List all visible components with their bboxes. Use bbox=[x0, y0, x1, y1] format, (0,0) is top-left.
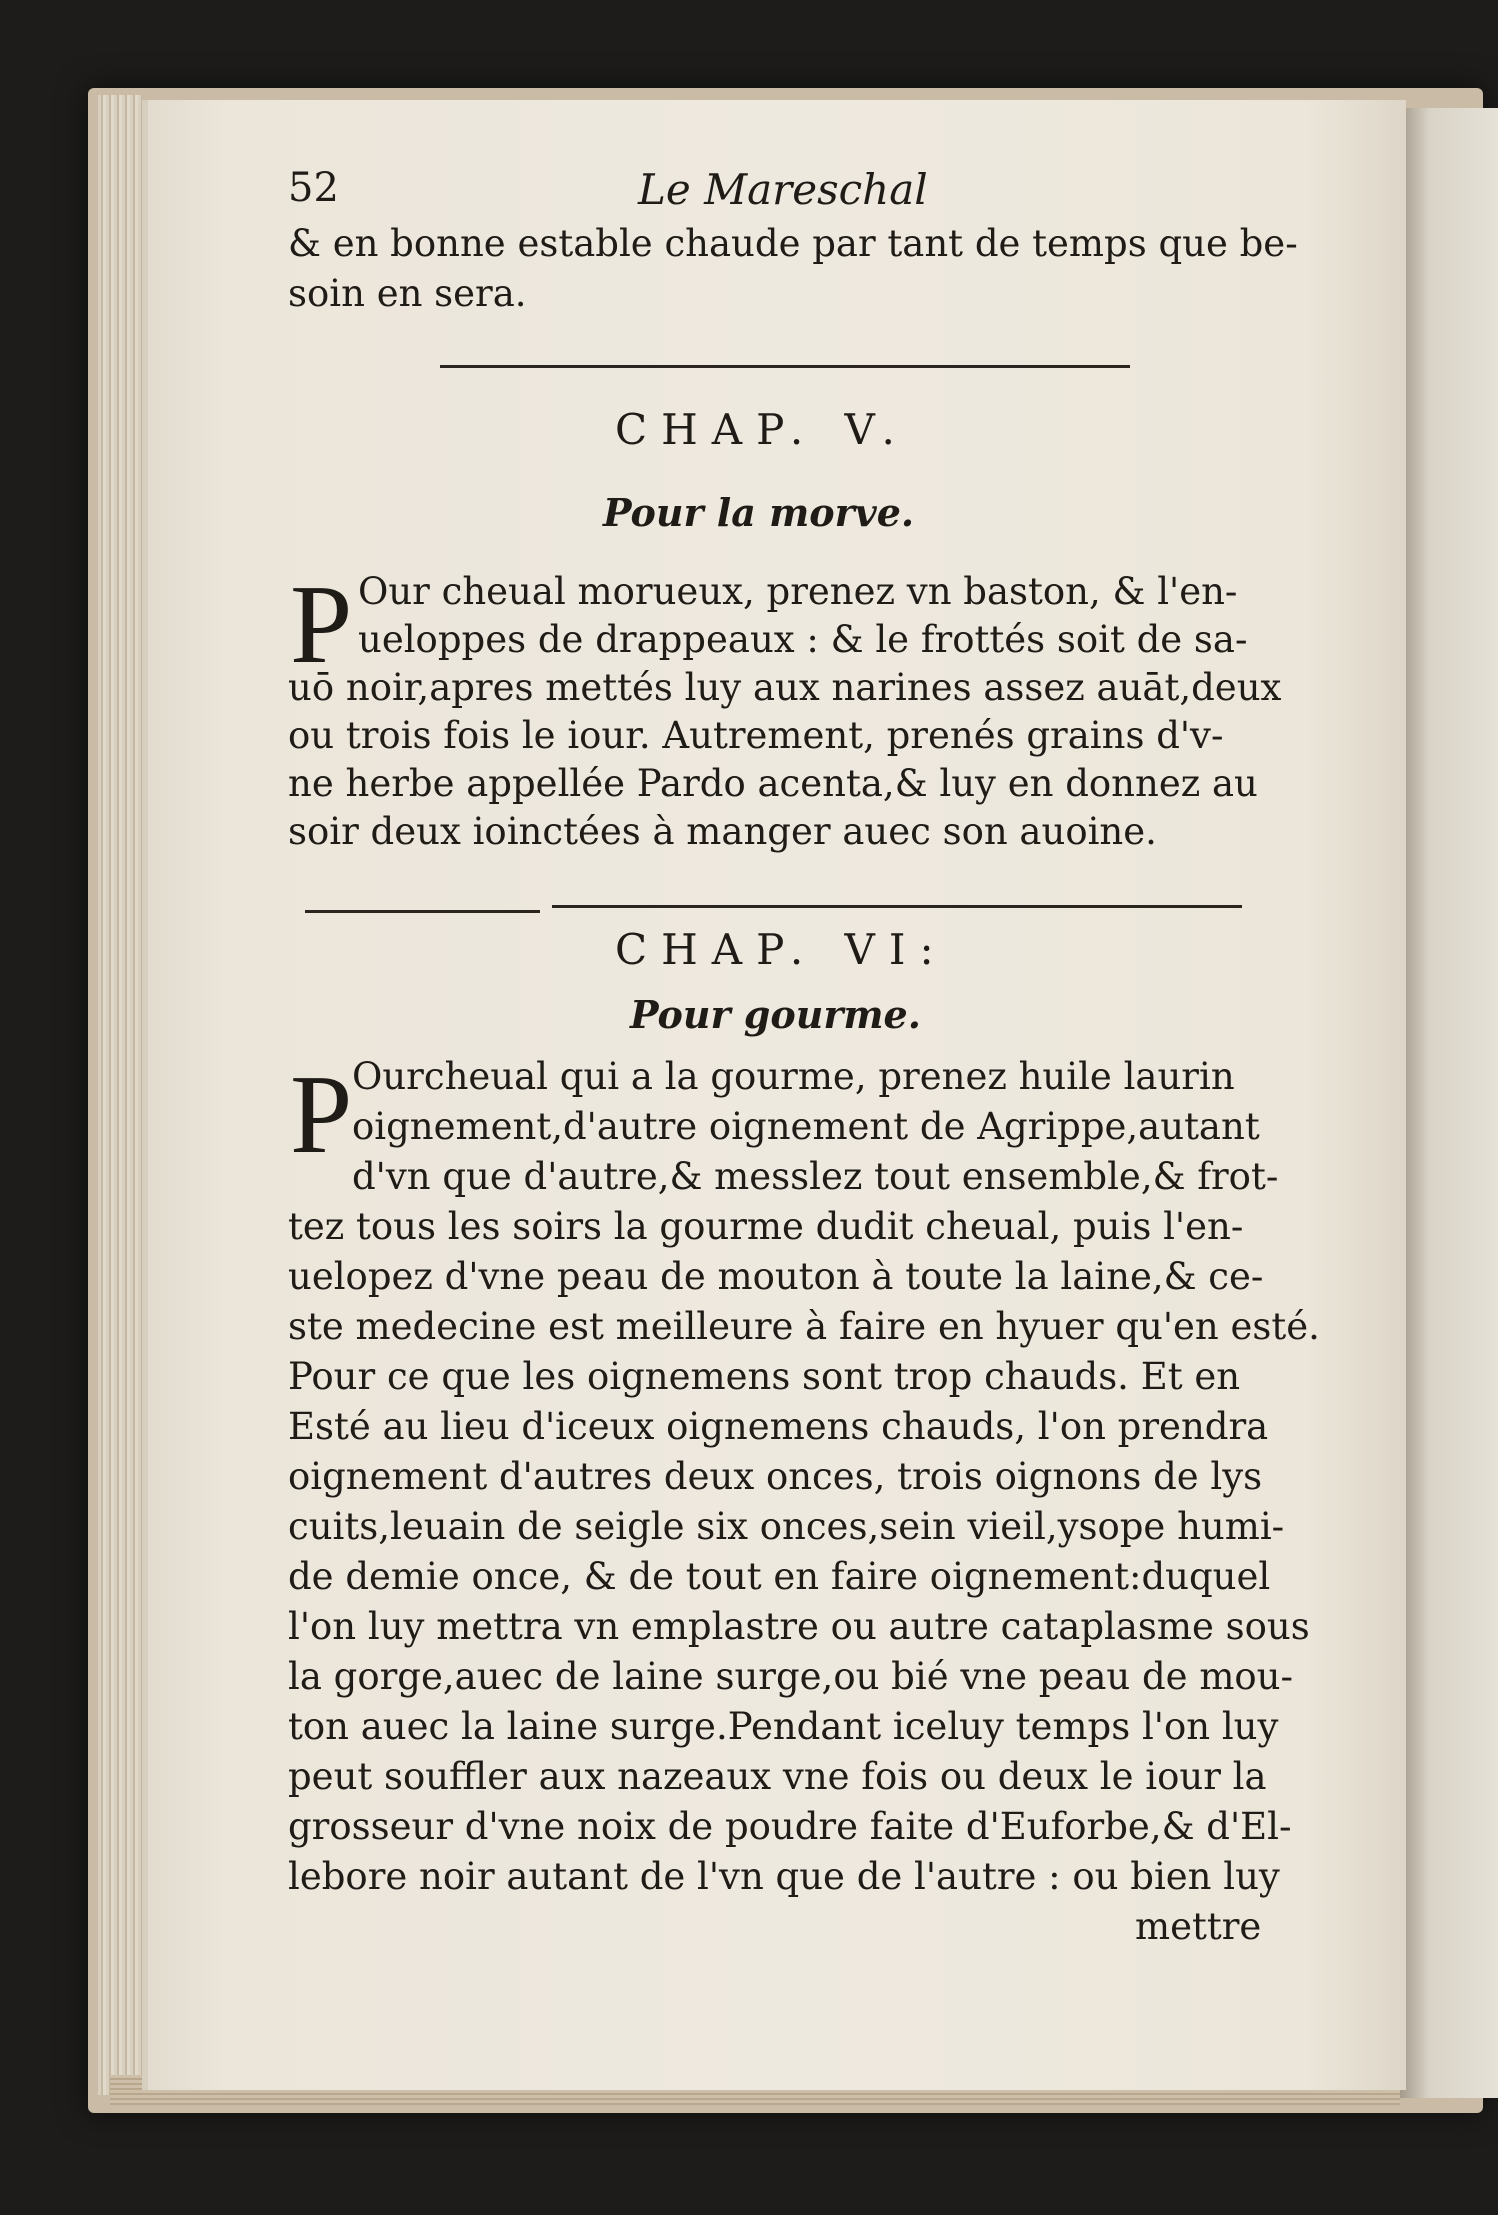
text-line: Pour ce que les oignemens sont trop chauds. Et en bbox=[288, 1355, 1241, 1398]
text-line: lebore noir autant de l'vn que de l'autre : ou bien luy bbox=[288, 1855, 1280, 1898]
text-line: uelopez d'vne peau de mouton à toute la laine,& ce- bbox=[288, 1255, 1264, 1298]
chapter-title: Pour la morve. bbox=[603, 490, 915, 535]
text-line: uō noir,apres mettés luy aux narines assez auāt,deux bbox=[288, 666, 1282, 709]
chapter-heading: CHAP. V. bbox=[615, 405, 909, 454]
text-line: d'vn que d'autre,& messlez tout ensemble,& frot- bbox=[352, 1155, 1279, 1198]
catchword: mettre bbox=[1135, 1905, 1262, 1948]
text-line: soir deux ioinctées à manger auec son auoine. bbox=[288, 810, 1157, 853]
section-rule bbox=[440, 365, 1130, 368]
page-edge-left bbox=[98, 95, 142, 2095]
facing-page-edge bbox=[1400, 108, 1498, 2098]
text-line: Ourcheual qui a la gourme, prenez huile laurin bbox=[352, 1055, 1235, 1098]
text-line: oignement,d'autre oignement de Agrippe,autant bbox=[352, 1105, 1260, 1148]
text-line: de demie once, & de tout en faire oignement:duquel bbox=[288, 1555, 1271, 1598]
drop-cap: P bbox=[290, 563, 353, 687]
drop-cap: P bbox=[290, 1053, 353, 1177]
running-head bbox=[288, 165, 1268, 225]
text-line: ne herbe appellée Pardo acenta,& luy en donnez au bbox=[288, 762, 1258, 805]
text-line: ueloppes de drappeaux : & le frottés soit de sa- bbox=[358, 618, 1248, 661]
chapter-title: Pour gourme. bbox=[630, 992, 921, 1037]
chapter-heading: CHAP. VI: bbox=[615, 925, 948, 974]
text-line: soin en sera. bbox=[288, 272, 527, 315]
text-line: la gorge,auec de laine surge,ou bié vne peau de mou- bbox=[288, 1655, 1294, 1698]
text-line: peut souffler aux nazeaux vne fois ou deux le iour la bbox=[288, 1755, 1267, 1798]
text-line: tez tous les soirs la gourme dudit cheual, puis l'en- bbox=[288, 1205, 1244, 1248]
text-line: ste medecine est meilleure à faire en hyuer qu'en esté. bbox=[288, 1305, 1320, 1348]
text-line: ou trois fois le iour. Autrement, prenés grains d'v- bbox=[288, 714, 1224, 757]
running-title: Le Mareschal bbox=[638, 165, 928, 214]
text-line: l'on luy mettra vn emplastre ou autre cataplasme sous bbox=[288, 1605, 1310, 1648]
section-rule bbox=[305, 910, 540, 913]
text-line: ton auec la laine surge.Pendant iceluy temps l'on luy bbox=[288, 1705, 1279, 1748]
section-rule bbox=[552, 905, 1242, 908]
text-line: Esté au lieu d'iceux oignemens chauds, l'on prendra bbox=[288, 1405, 1269, 1448]
text-line: & en bonne estable chaude par tant de temps que be- bbox=[288, 222, 1298, 265]
text-line: Our cheual morueux, prenez vn baston, & l'en- bbox=[358, 570, 1238, 613]
text-line: cuits,leuain de seigle six onces,sein vieil,ysope humi- bbox=[288, 1505, 1285, 1548]
text-line: oignement d'autres deux onces, trois oignons de lys bbox=[288, 1455, 1263, 1498]
text-line: grosseur d'vne noix de poudre faite d'Euforbe,& d'El- bbox=[288, 1805, 1292, 1848]
page-number: 52 bbox=[288, 165, 339, 211]
